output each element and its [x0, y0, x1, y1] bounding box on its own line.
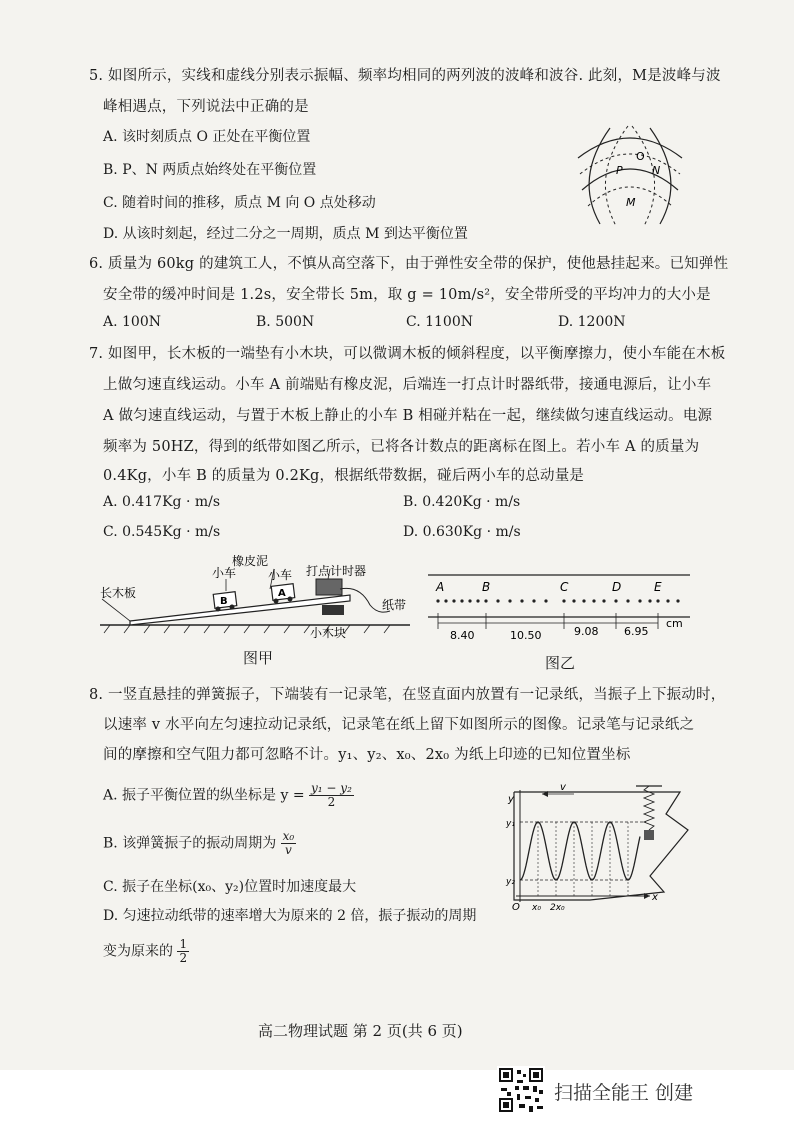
q7-stem-line4: 频率为 50HZ，得到的纸带如图乙所示，已将各计数点的距离标在图上。若小车 A 的质量为 [103, 439, 700, 455]
distance-ab: 8.40 [450, 629, 475, 642]
cart-a-label: A [278, 588, 286, 599]
q8-option-d-numerator: 1 [179, 937, 188, 951]
q6-option-d: D. 1200N [558, 314, 626, 330]
q8-option-a-fraction [309, 782, 354, 809]
cart-b-label: B [220, 596, 228, 607]
q7-stem-line2: 上做匀速直线运动。小车 A 前端贴有橡皮泥，后端连一打点计时器纸带，接通电源后，让小车 [103, 377, 712, 393]
q7-stem-line1: 7. 如图甲，长木板的一端垫有小木块，可以微调木板的倾斜程度，以平衡摩擦力，使小车能在木板 [89, 346, 726, 362]
q8-option-d-line2 [103, 938, 189, 965]
tape-dot [572, 599, 575, 602]
point-n-label: N [652, 164, 661, 177]
tape-point-b: B [482, 580, 491, 594]
tape-dot [582, 599, 585, 602]
wave-interference-figure [570, 118, 690, 230]
figure-jia-caption: 图甲 [243, 649, 274, 667]
tape-dot [452, 599, 455, 602]
tape-dot [602, 599, 605, 602]
q8-option-a [103, 782, 354, 809]
x-axis-label: x [652, 892, 658, 903]
tape-unit: cm [666, 617, 683, 630]
q8-option-a-text: A. 振子平衡位置的纵坐标是 y = [103, 787, 305, 804]
tape-dot [468, 599, 471, 602]
distance-bc: 10.50 [510, 629, 542, 642]
q5-option-a: A. 该时刻质点 O 正处在平衡位置 [103, 129, 311, 145]
tape-dot [638, 599, 641, 602]
tape-dot [532, 599, 535, 602]
q7-stem-line3: A 做匀速直线运动，与置于木板上静止的小车 B 相碰并粘在一起，继续做匀速直线运动。电源 [103, 408, 713, 424]
q5-option-c: C. 随着时间的推移，质点 M 向 O 点处移动 [103, 195, 376, 211]
page-footer: 高二物理试题 第 2 页(共 6 页) [258, 1022, 463, 1040]
q6-stem-line2: 安全带的缓冲时间是 1.2s，安全带长 5m，取 g = 10m/s²，安全带所受的平均冲力的大小是 [103, 287, 711, 303]
origin-label: O [512, 902, 520, 913]
tape-dot [544, 599, 547, 602]
q5-stem-line1: 5. 如图所示，实线和虚线分别表示振幅、频率均相同的两列波的波峰和波谷. 此刻，M是波峰与波 [89, 68, 721, 84]
tape-dot [666, 599, 669, 602]
q8-option-d-fraction [177, 938, 189, 965]
tape-dot [520, 599, 523, 602]
q6-option-a: A. 100N [103, 314, 161, 330]
block-label: 小木块 [310, 626, 347, 639]
tape-dot [592, 599, 595, 602]
y2-label: y₂ [506, 877, 515, 887]
velocity-label: v [560, 782, 566, 793]
oscillator-mass [644, 830, 654, 840]
tape-dot [484, 599, 487, 602]
2x0-label: 2x₀ [550, 903, 565, 913]
tape-dot [444, 599, 447, 602]
tape-point-a: A [436, 580, 445, 594]
q8-option-d-line1: D. 匀速拉动纸带的速率增大为原来的 2 倍，振子振动的周期 [103, 908, 477, 924]
q6-stem-line1: 6. 质量为 60kg 的建筑工人，不慎从高空落下，由于弹性安全带的保护，使他悬挂起来。已知弹性 [89, 256, 729, 272]
point-p-label: P [616, 164, 623, 177]
figure-yi-caption: 图乙 [545, 654, 576, 672]
figure-yi-paper-tape [428, 565, 694, 645]
tape-dot [436, 599, 439, 602]
cart-label-2: 小车 [268, 568, 293, 582]
timer-device [316, 579, 342, 595]
q6-option-c: C. 1100N [406, 314, 473, 330]
tape-dot [656, 599, 659, 602]
tape-dot [562, 599, 565, 602]
q5-stem-line2: 峰相遇点，下列说法中正确的是 [103, 99, 309, 115]
tape-point-c: C [560, 580, 569, 594]
q5-option-d: D. 从该时刻起，经过二分之一周期，质点 M 到达平衡位置 [103, 226, 468, 242]
point-m-label: M [626, 196, 636, 209]
point-o-label: O [636, 150, 645, 163]
q8-stem-line1: 8. 一竖直悬挂的弹簧振子，下端装有一记录笔，在竖直面内放置有一记录纸，当振子上下振动时， [89, 687, 726, 703]
tape-dot [626, 599, 629, 602]
q5-option-b: B. P、N 两质点始终处在平衡位置 [103, 162, 317, 178]
tape-point-e: E [654, 580, 662, 594]
q8-option-b-numerator: x₀ [282, 829, 295, 843]
q8-option-a-numerator: y₁ − y₂ [311, 781, 352, 795]
q8-option-b-denominator: v [285, 843, 292, 857]
q7-option-c: C. 0.545Kg · m/s [103, 524, 221, 540]
q8-option-d-text: 变为原来的 [103, 943, 173, 960]
distance-cd: 9.08 [574, 625, 599, 638]
q8-option-c: C. 振子在坐标(x₀、y₂)位置时加速度最大 [103, 879, 357, 895]
q7-option-b: B. 0.420Kg · m/s [403, 494, 521, 510]
cart-label-1: 小车 [212, 566, 237, 580]
small-block [322, 605, 344, 615]
distance-de: 6.95 [624, 625, 649, 638]
timer-label: 打点计时器 [306, 564, 367, 578]
q7-stem-line5: 0.4Kg，小车 B 的质量为 0.2Kg，根据纸带数据，碰后两小车的总动量是 [103, 468, 585, 484]
spring-oscillator-figure [500, 780, 696, 915]
tape-dot [648, 599, 651, 602]
x0-label: x₀ [532, 903, 541, 913]
q8-option-a-denominator: 2 [327, 795, 336, 809]
tape-label: 纸带 [382, 598, 407, 612]
q6-option-b: B. 500N [256, 314, 315, 330]
q8-option-b-text: B. 该弹簧振子的振动周期为 [103, 835, 277, 852]
tape-dot [476, 599, 479, 602]
tape-dot [676, 599, 679, 602]
tape-dot [508, 599, 511, 602]
q8-option-b-fraction [281, 830, 297, 857]
tape-dot [614, 599, 617, 602]
q8-option-b [103, 830, 296, 857]
q7-option-a: A. 0.417Kg · m/s [103, 494, 221, 510]
scanner-watermark: 扫描全能王 创建 [554, 1082, 694, 1104]
q8-stem-line3: 间的摩擦和空气阻力都可忽略不计。y₁、y₂、x₀、2x₀ 为纸上印迹的已知位置坐标 [103, 747, 631, 763]
y-axis-label: y [508, 794, 514, 805]
q8-stem-line2: 以速率 v 水平向左匀速拉动记录纸，记录笔在纸上留下如图所示的图像。记录笔与记录纸之 [103, 717, 695, 733]
putty-label: 橡皮泥 [232, 555, 269, 568]
qr-code-icon [497, 1066, 545, 1114]
q8-option-d-denominator: 2 [179, 951, 188, 965]
board-label: 长木板 [100, 586, 137, 600]
tape-point-d: D [612, 580, 622, 594]
figure-jia-cart-setup [100, 555, 418, 639]
q7-option-d: D. 0.630Kg · m/s [403, 524, 521, 540]
y1-label: y₁ [506, 819, 515, 829]
tape-dot [496, 599, 499, 602]
tape-dot [460, 599, 463, 602]
